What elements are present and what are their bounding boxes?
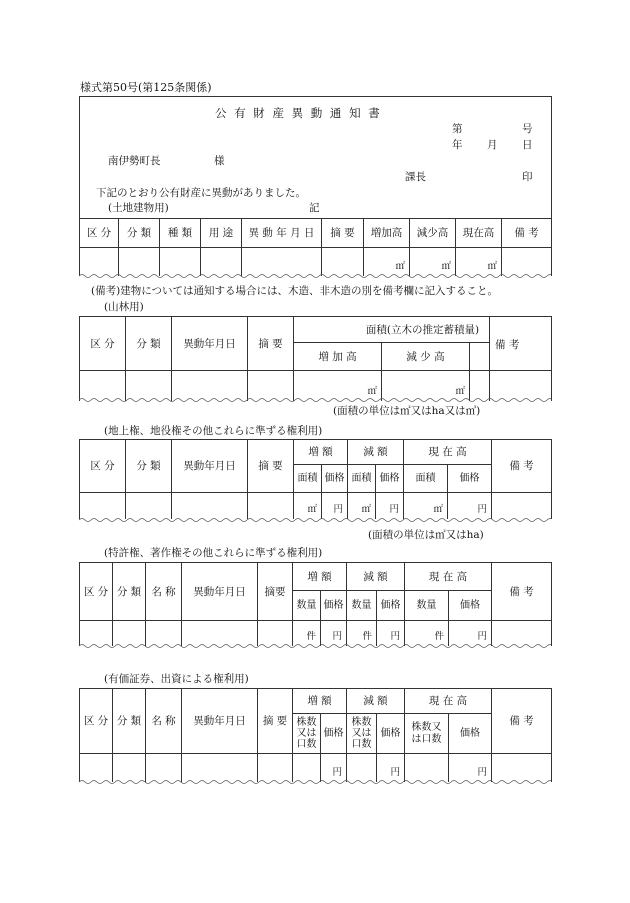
cut-line [79,273,551,279]
cut-line [79,779,551,785]
col-kubun: 区 分 [80,689,113,754]
table-cell[interactable] [492,493,552,519]
col-tekiyo: 摘 要 [322,219,364,248]
unit-cell[interactable]: 件 [293,621,321,646]
col-current: 現在高 [456,219,502,248]
unit-cell[interactable]: 件 [347,621,377,646]
unit-cell[interactable]: ㎡ [404,493,448,519]
number-dai: 第 [452,123,463,135]
table-cell[interactable] [492,754,552,782]
table-cell[interactable] [126,371,172,401]
unit-cell[interactable]: 円 [321,621,347,646]
table-cell[interactable] [248,371,294,401]
sub-price: 価格 [321,591,347,621]
col-kubun: 区 分 [80,563,113,621]
col-increase: 増 額 [293,689,347,714]
land-table [79,218,552,276]
table-cell[interactable] [492,621,552,646]
col-name: 名 称 [146,689,182,754]
forest-biko-label: 備 考 [495,339,520,351]
col-increase: 増加高 [364,219,410,248]
table-cell[interactable] [248,493,294,519]
patent-heading: (特許権、著作権その他これらに準ずる権利用) [104,547,323,559]
col-ido-date: 異動年月日 [182,563,258,621]
superficies-footnote: (面積の単位は㎡又はha) [368,529,484,541]
unit-cell[interactable]: 円 [449,621,492,646]
unit-cell[interactable]: ㎡ [348,493,376,519]
col-biko: 備 考 [492,563,552,621]
unit-cell[interactable]: 円 [377,621,405,646]
unit-cell[interactable]: ㎡ [410,248,456,276]
col-name: 名 称 [146,563,182,621]
col-yoto: 用 途 [201,219,242,248]
forest-biko-divider [489,370,551,371]
unit-cell[interactable]: ㎡ [382,371,470,401]
table-cell[interactable] [258,754,293,782]
form-number: 様式第50号(第125条関係) [80,81,212,94]
forest-heading: (山林用) [104,301,144,313]
table-cell[interactable] [172,493,248,519]
sender-title: 課長 [405,171,426,183]
col-tekiyo: 摘 要 [258,689,293,754]
col-shurui: 種 類 [160,219,201,248]
sub-shares: 株数 又は 口数 [347,714,377,754]
table-cell[interactable] [146,621,182,646]
unit-cell[interactable]: 円 [321,754,347,782]
sub-quantity: 数量 [347,591,377,621]
col-increase: 増 加 高 [294,343,382,371]
date-year: 年 [452,139,463,151]
unit-cell[interactable]: ㎡ [294,371,382,401]
seal-mark: 印 [522,171,533,183]
table-cell[interactable] [347,754,377,782]
table-cell[interactable] [258,621,293,646]
forest-biko-cell [489,316,552,401]
col-decrease: 減 額 [347,689,405,714]
sub-price: 価格 [376,465,404,493]
unit-cell[interactable]: ㎡ [364,248,410,276]
intro-text: 下記のとおり公有財産に異動がありました。 [96,187,306,199]
sub-price: 価格 [449,714,492,754]
sub-price: 価格 [377,591,405,621]
col-kubun: 区 分 [80,440,126,493]
sub-quantity: 数量 [293,591,321,621]
table-cell[interactable] [80,371,126,401]
col-current: 現 在 高 [404,440,492,465]
table-cell[interactable] [113,621,146,646]
col-biko: 備 考 [492,689,552,754]
col-kubun: 区 分 [80,219,119,248]
table-cell[interactable] [119,248,160,276]
col-tekiyo: 摘 要 [248,440,294,493]
date-month: 月 [487,139,498,151]
table-cell[interactable] [201,248,242,276]
sub-shares: 株数 又は 口数 [293,714,321,754]
sub-shares: 株数又 は口数 [405,714,449,754]
col-biko: 備 考 [492,440,552,493]
unit-cell[interactable]: 円 [449,754,492,782]
col-tekiyo: 摘 要 [248,317,294,371]
table-cell[interactable] [113,754,146,782]
honorific: 様 [214,155,225,167]
table-cell[interactable] [405,754,449,782]
securities-table [79,688,552,782]
patent-table [79,562,552,646]
sub-price: 価格 [321,714,347,754]
unit-cell[interactable]: 円 [322,493,348,519]
note-text: (備考)建物については通知する場合には、木造、非木造の別を備考欄に記入すること。 [91,285,498,297]
table-cell[interactable] [80,493,126,519]
cut-line [79,517,551,523]
unit-cell[interactable]: 件 [405,621,449,646]
table-cell[interactable] [146,754,182,782]
forest-table [79,316,552,401]
col-decrease: 減 額 [347,563,405,591]
col-decrease: 減少高 [410,219,456,248]
col-kubun: 区 分 [80,317,126,371]
col-area-group: 面積(立木の推定蓄積量) [294,317,552,343]
table-cell[interactable] [242,248,322,276]
col-bunrui: 分 類 [119,219,160,248]
table-cell[interactable] [322,248,364,276]
col-current: 現 在 高 [405,689,492,714]
date-day: 日 [522,139,533,151]
col-ido-date: 異 動 年 月 日 [242,219,322,248]
table-cell[interactable] [502,248,552,276]
sub-quantity: 数量 [405,591,449,621]
col-ido-date: 異動年月日 [172,440,248,493]
sub-price: 価格 [449,591,492,621]
table-cell[interactable] [80,754,113,782]
col-ido-date: 異動年月日 [172,317,248,371]
sub-price: 価格 [377,714,405,754]
table-cell[interactable] [80,621,113,646]
table-cell[interactable] [293,754,321,782]
col-biko: 備 考 [502,219,552,248]
sub-area: 面積 [294,465,322,493]
ki-label: 記 [309,202,320,214]
document-title: 公 有 財 産 異 動 通 知 書 [215,106,382,120]
col-bunrui: 分 類 [126,317,172,371]
table-cell[interactable] [182,754,258,782]
table-cell[interactable] [160,248,201,276]
superficies-table [79,439,552,519]
col-bunrui: 分 類 [113,563,146,621]
sub-price: 価格 [322,465,348,493]
col-ido-date: 異動年月日 [182,689,258,754]
table-cell[interactable] [80,248,119,276]
number-go: 号 [522,123,533,135]
unit-cell[interactable]: 円 [376,493,404,519]
unit-cell[interactable]: ㎡ [294,493,322,519]
col-tekiyo: 摘要 [258,563,293,621]
col-bunrui: 分 類 [126,440,172,493]
col-increase: 増 額 [294,440,348,465]
col-current: 現 在 高 [405,563,492,591]
unit-cell[interactable]: 円 [377,754,405,782]
col-decrease: 減 額 [348,440,404,465]
table-cell[interactable] [182,621,258,646]
col-increase: 増 額 [293,563,347,591]
cut-line [79,643,551,649]
addressee: 南伊勢町長 [108,155,161,167]
table-cell[interactable] [126,493,172,519]
table-cell[interactable] [172,371,248,401]
sub-area: 面積 [348,465,376,493]
sub-area: 面積 [404,465,448,493]
col-bunrui: 分 類 [113,689,146,754]
forest-footnote: (面積の単位は㎡又はha又は㎥) [333,405,481,417]
col-decrease: 減 少 高 [382,343,470,371]
unit-cell[interactable]: ㎡ [456,248,502,276]
superficies-heading: (地上権、地役権その他これらに準ずる権利用) [104,425,323,437]
securities-heading: (有価証券、出資による権利用) [104,673,249,685]
land-heading: (土地建物用) [108,202,169,214]
unit-cell[interactable]: 円 [448,493,492,519]
sub-price: 価格 [448,465,492,493]
